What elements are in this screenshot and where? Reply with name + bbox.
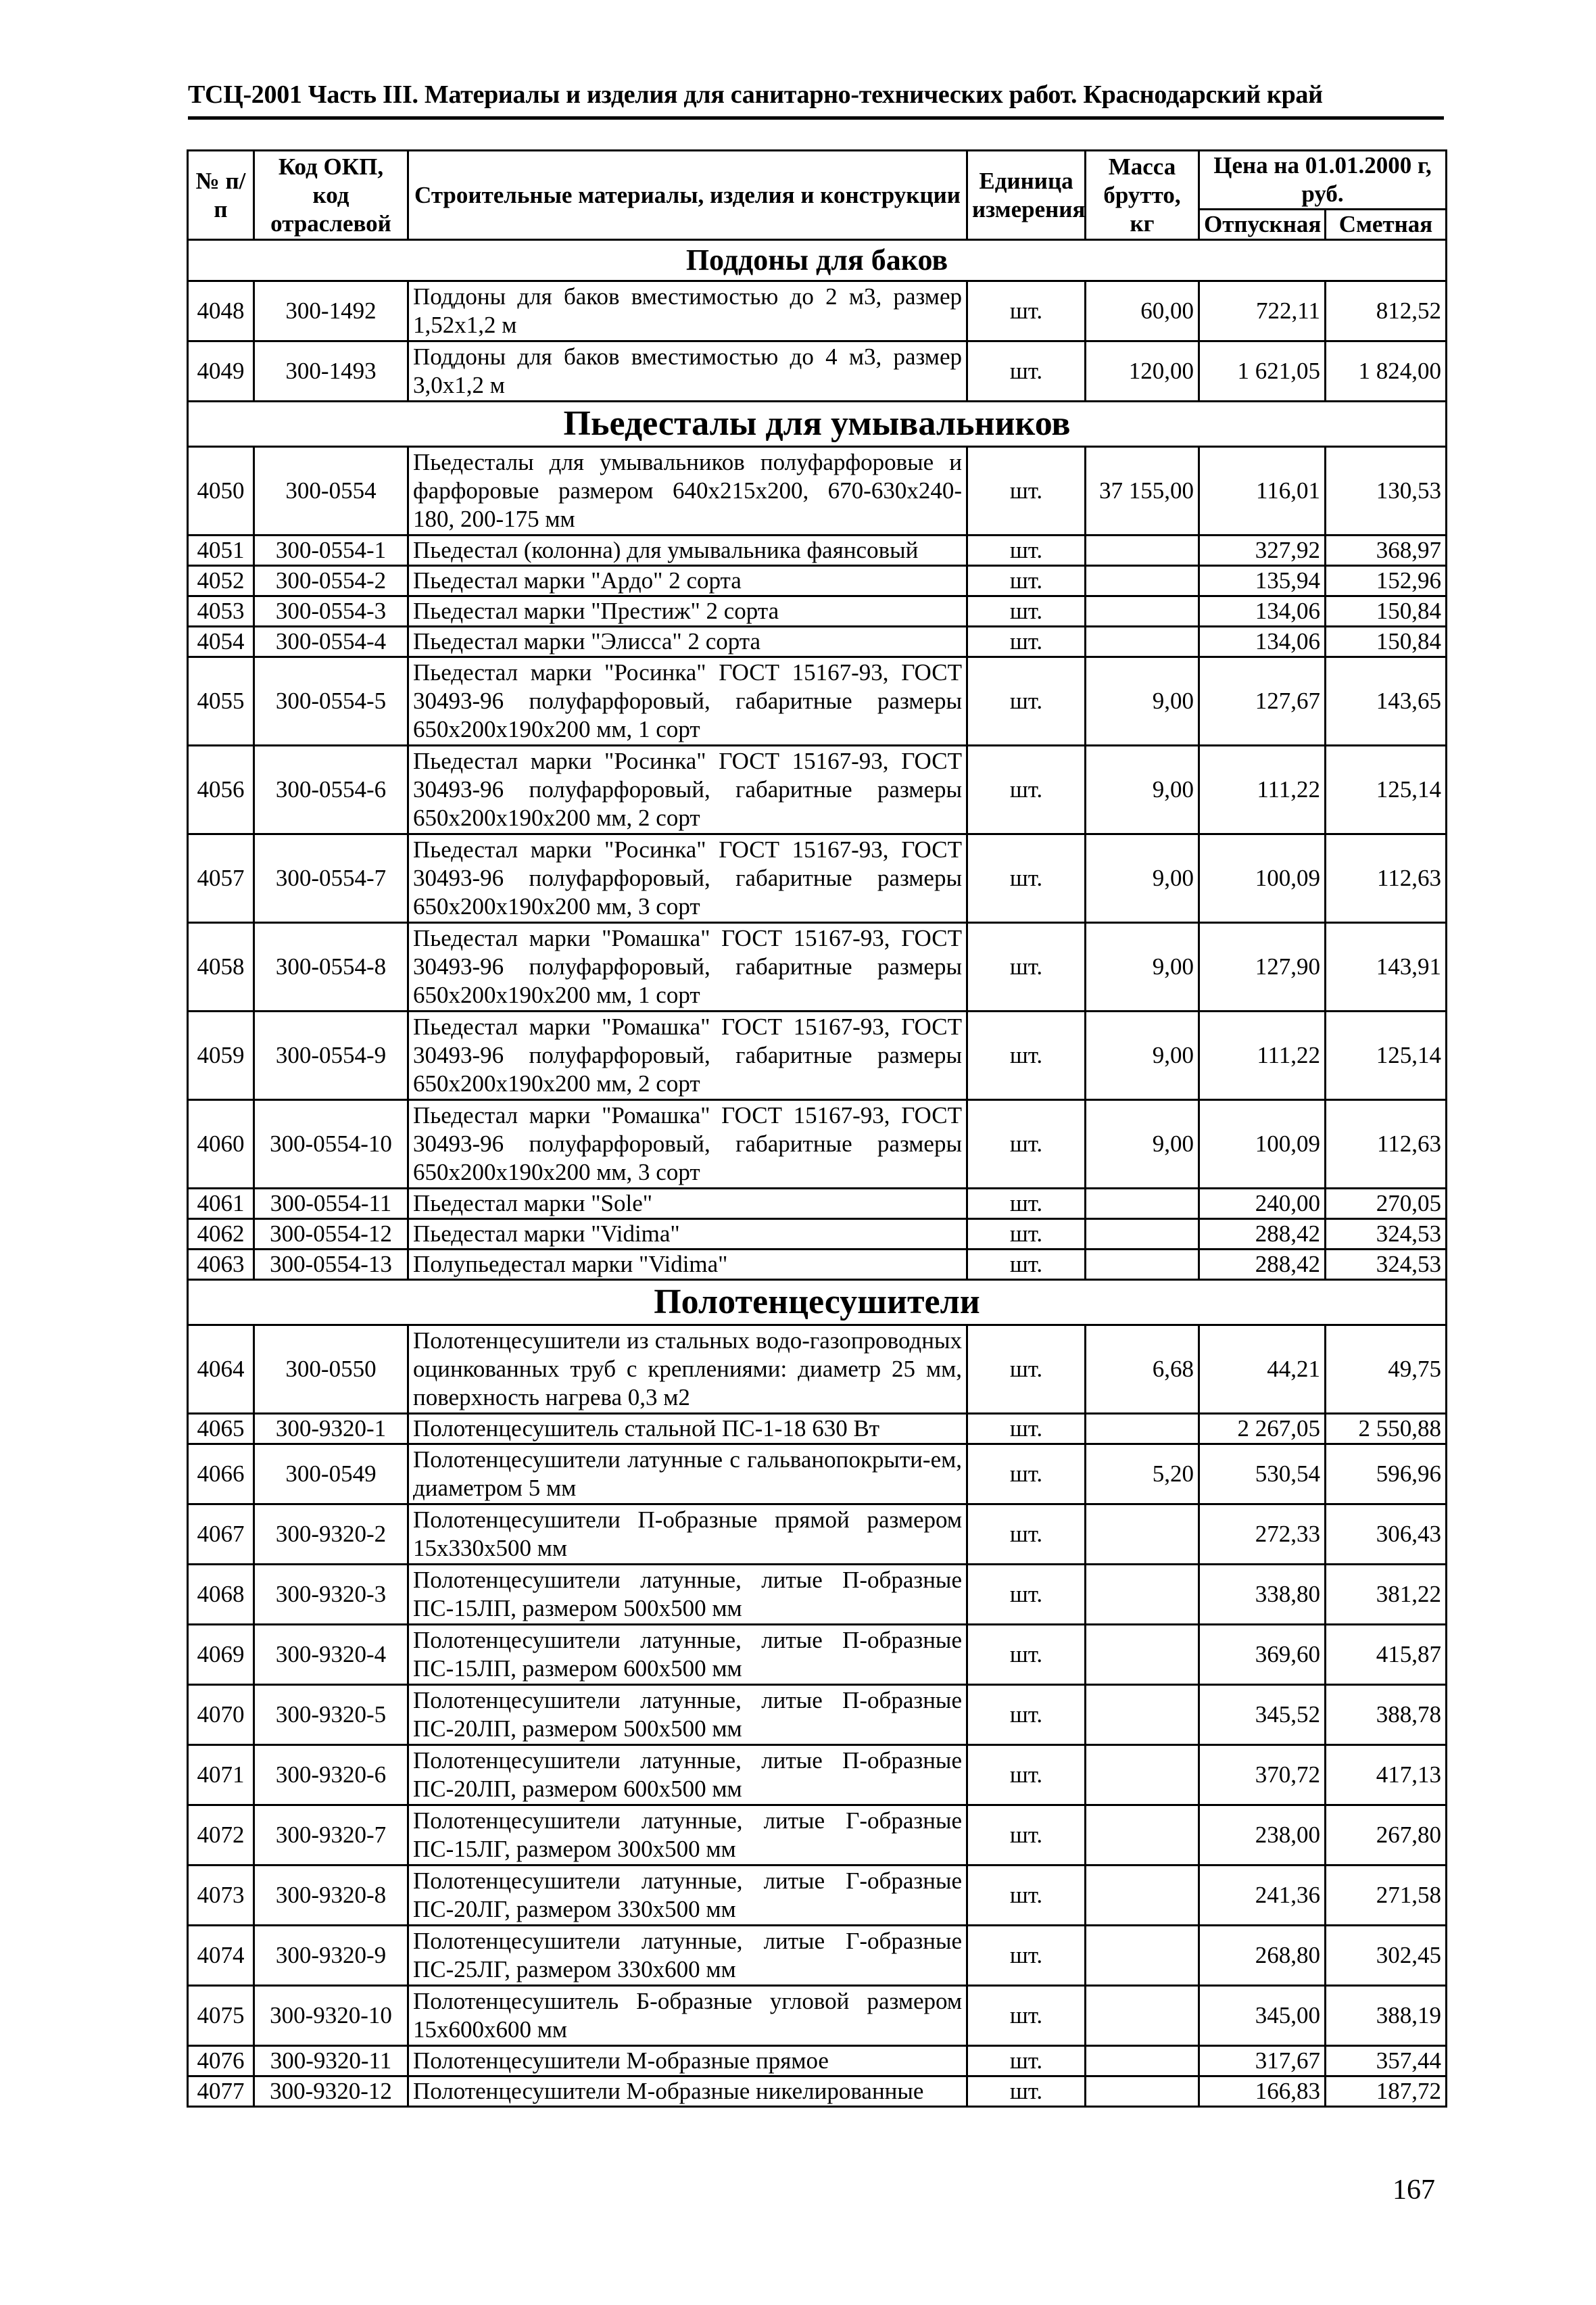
cell-price-est: 306,43 xyxy=(1326,1504,1447,1565)
cell-num: 4062 xyxy=(188,1219,254,1250)
cell-mass xyxy=(1086,1986,1199,2046)
cell-num: 4061 xyxy=(188,1189,254,1219)
cell-code: 300-9320-10 xyxy=(254,1986,408,2046)
cell-name: Полотенцесушители латунные с гальванопокрыти-ем, диаметром 5 мм xyxy=(408,1444,967,1504)
cell-num: 4076 xyxy=(188,2046,254,2076)
cell-unit: шт. xyxy=(967,1414,1086,1444)
cell-unit: шт. xyxy=(967,596,1086,627)
table-row xyxy=(188,596,1447,627)
cell-mass xyxy=(1086,1866,1199,1926)
cell-mass xyxy=(1086,596,1199,627)
cell-unit: шт. xyxy=(967,1100,1086,1189)
cell-name: Полотенцесушители латунные, литые Г-образные ПС-15ЛГ, размером 300х500 мм xyxy=(408,1805,967,1866)
cell-price-est: 271,58 xyxy=(1326,1866,1447,1926)
table-row xyxy=(188,1414,1447,1444)
cell-price-sale: 100,09 xyxy=(1199,1100,1326,1189)
cell-unit: шт. xyxy=(967,2046,1086,2076)
cell-price-est: 2 550,88 xyxy=(1326,1414,1447,1444)
cell-unit: шт. xyxy=(967,1250,1086,1280)
cell-unit: шт. xyxy=(967,1219,1086,1250)
cell-unit: шт. xyxy=(967,657,1086,746)
cell-price-sale: 530,54 xyxy=(1199,1444,1326,1504)
cell-unit: шт. xyxy=(967,746,1086,834)
cell-name: Пьедестал марки "Элисса" 2 сорта xyxy=(408,627,967,657)
cell-price-sale: 2 267,05 xyxy=(1199,1414,1326,1444)
cell-name: Пьедестал марки "Sole" xyxy=(408,1189,967,1219)
cell-unit: шт. xyxy=(967,341,1086,402)
cell-code: 300-0554 xyxy=(254,447,408,536)
cell-unit: шт. xyxy=(967,1866,1086,1926)
cell-price-sale: 127,67 xyxy=(1199,657,1326,746)
table-row xyxy=(188,1504,1447,1565)
table-row xyxy=(188,1325,1447,1414)
cell-code: 300-0550 xyxy=(254,1325,408,1414)
cell-mass xyxy=(1086,566,1199,596)
cell-name: Пьедестал марки "Росинка" ГОСТ 15167-93, ГОСТ 30493-96 полуфарфоровый, габаритные размеры 650х200х190х200 мм, 2 сорт xyxy=(408,746,967,834)
price-table xyxy=(187,149,1447,2108)
cell-num: 4057 xyxy=(188,834,254,923)
cell-unit: шт. xyxy=(967,1685,1086,1745)
page-header: ТСЦ-2001 Часть III. Материалы и изделия для санитарно-технических работ. Краснодарский край xyxy=(188,80,1323,109)
table-row xyxy=(188,1565,1447,1625)
cell-num: 4066 xyxy=(188,1444,254,1504)
cell-mass xyxy=(1086,1926,1199,1986)
table-row xyxy=(188,2076,1447,2107)
table-row xyxy=(188,1250,1447,1280)
cell-price-sale: 100,09 xyxy=(1199,834,1326,923)
cell-num: 4052 xyxy=(188,566,254,596)
cell-name: Пьедестал марки "Росинка" ГОСТ 15167-93, ГОСТ 30493-96 полуфарфоровый, габаритные размеры 650х200х190х200 мм, 1 сорт xyxy=(408,657,967,746)
cell-code: 300-9320-4 xyxy=(254,1625,408,1685)
table-row xyxy=(188,1625,1447,1685)
cell-price-sale: 1 621,05 xyxy=(1199,341,1326,402)
cell-num: 4050 xyxy=(188,447,254,536)
cell-name: Полотенцесушители латунные, литые П-образные ПС-15ЛП, размером 500х500 мм xyxy=(408,1565,967,1625)
cell-num: 4074 xyxy=(188,1926,254,1986)
section-header xyxy=(188,1280,1447,1325)
cell-price-sale: 116,01 xyxy=(1199,447,1326,536)
cell-code: 300-1493 xyxy=(254,341,408,402)
cell-num: 4053 xyxy=(188,596,254,627)
cell-mass: 9,00 xyxy=(1086,1012,1199,1100)
cell-num: 4070 xyxy=(188,1685,254,1745)
table-row xyxy=(188,1012,1447,1100)
section-header xyxy=(188,240,1447,281)
cell-code: 300-0554-11 xyxy=(254,1189,408,1219)
table-row xyxy=(188,2046,1447,2076)
section-title: Пьедесталы для умывальников xyxy=(188,402,1447,447)
col-header-code: Код ОКП, код отраслевой xyxy=(254,151,408,240)
cell-unit: шт. xyxy=(967,566,1086,596)
cell-name: Пьедестал марки "Ардо" 2 сорта xyxy=(408,566,967,596)
cell-name: Пьедестал (колонна) для умывальника фаянсовый xyxy=(408,536,967,566)
cell-price-sale: 135,94 xyxy=(1199,566,1326,596)
cell-mass xyxy=(1086,627,1199,657)
table-row xyxy=(188,281,1447,341)
cell-unit: шт. xyxy=(967,536,1086,566)
cell-price-est: 152,96 xyxy=(1326,566,1447,596)
cell-price-sale: 134,06 xyxy=(1199,596,1326,627)
cell-code: 300-0554-7 xyxy=(254,834,408,923)
cell-mass xyxy=(1086,1685,1199,1745)
cell-unit: шт. xyxy=(967,1625,1086,1685)
cell-num: 4077 xyxy=(188,2076,254,2107)
cell-price-sale: 240,00 xyxy=(1199,1189,1326,1219)
cell-name: Полотенцесушители латунные, литые П-образные ПС-20ЛП, размером 500х500 мм xyxy=(408,1685,967,1745)
table-row xyxy=(188,1189,1447,1219)
cell-mass xyxy=(1086,1250,1199,1280)
table-row xyxy=(188,1444,1447,1504)
cell-num: 4067 xyxy=(188,1504,254,1565)
cell-price-est: 381,22 xyxy=(1326,1565,1447,1625)
cell-price-sale: 111,22 xyxy=(1199,746,1326,834)
cell-mass: 9,00 xyxy=(1086,1100,1199,1189)
cell-mass xyxy=(1086,1219,1199,1250)
cell-price-sale: 327,92 xyxy=(1199,536,1326,566)
page-number: 167 xyxy=(1393,2175,1435,2206)
cell-num: 4073 xyxy=(188,1866,254,1926)
table-row xyxy=(188,834,1447,923)
cell-code: 300-0549 xyxy=(254,1444,408,1504)
table-row xyxy=(188,447,1447,536)
cell-name: Пьедестал марки "Ромашка" ГОСТ 15167-93, ГОСТ 30493-96 полуфарфоровый, габаритные размеры 650х200х190х200 мм, 3 сорт xyxy=(408,1100,967,1189)
cell-price-est: 388,19 xyxy=(1326,1986,1447,2046)
cell-num: 4069 xyxy=(188,1625,254,1685)
cell-unit: шт. xyxy=(967,1012,1086,1100)
cell-mass: 60,00 xyxy=(1086,281,1199,341)
cell-price-sale: 272,33 xyxy=(1199,1504,1326,1565)
cell-num: 4054 xyxy=(188,627,254,657)
table-row xyxy=(188,1745,1447,1805)
section-title: Поддоны для баков xyxy=(188,240,1447,281)
cell-price-sale: 288,42 xyxy=(1199,1250,1326,1280)
cell-price-est: 125,14 xyxy=(1326,746,1447,834)
cell-name: Пьедестал марки "Vidima" xyxy=(408,1219,967,1250)
cell-unit: шт. xyxy=(967,627,1086,657)
cell-name: Пьедестал марки "Ромашка" ГОСТ 15167-93, ГОСТ 30493-96 полуфарфоровый, габаритные размеры 650х200х190х200 мм, 1 сорт xyxy=(408,923,967,1012)
cell-unit: шт. xyxy=(967,2076,1086,2107)
cell-code: 300-1492 xyxy=(254,281,408,341)
cell-mass: 9,00 xyxy=(1086,923,1199,1012)
cell-price-est: 143,65 xyxy=(1326,657,1447,746)
cell-price-est: 368,97 xyxy=(1326,536,1447,566)
cell-unit: шт. xyxy=(967,1986,1086,2046)
cell-unit: шт. xyxy=(967,1565,1086,1625)
cell-mass xyxy=(1086,1414,1199,1444)
cell-price-sale: 288,42 xyxy=(1199,1219,1326,1250)
table-row xyxy=(188,1685,1447,1745)
cell-mass xyxy=(1086,1625,1199,1685)
cell-code: 300-9320-8 xyxy=(254,1866,408,1926)
cell-mass: 9,00 xyxy=(1086,657,1199,746)
cell-price-est: 112,63 xyxy=(1326,1100,1447,1189)
cell-price-sale: 238,00 xyxy=(1199,1805,1326,1866)
cell-name: Полотенцесушители латунные, литые Г-образные ПС-25ЛГ, размером 330х600 мм xyxy=(408,1926,967,1986)
cell-price-sale: 722,11 xyxy=(1199,281,1326,341)
table-row xyxy=(188,627,1447,657)
cell-price-sale: 345,00 xyxy=(1199,1986,1326,2046)
cell-name: Полотенцесушители латунные, литые П-образные ПС-20ЛП, размером 600х500 мм xyxy=(408,1745,967,1805)
cell-price-est: 49,75 xyxy=(1326,1325,1447,1414)
cell-price-est: 112,63 xyxy=(1326,834,1447,923)
header-rule xyxy=(188,116,1444,120)
cell-price-est: 150,84 xyxy=(1326,627,1447,657)
cell-name: Пьедесталы для умывальников полуфарфоровые и фарфоровые размером 640х215х200, 670-630х240-180, 200-175 мм xyxy=(408,447,967,536)
cell-price-sale: 44,21 xyxy=(1199,1325,1326,1414)
col-header-num: № п/п xyxy=(188,151,254,240)
cell-mass xyxy=(1086,2076,1199,2107)
cell-mass: 120,00 xyxy=(1086,341,1199,402)
cell-code: 300-0554-9 xyxy=(254,1012,408,1100)
cell-name: Полотенцесушители П-образные прямой размером 15х330х500 мм xyxy=(408,1504,967,1565)
cell-price-sale: 317,67 xyxy=(1199,2046,1326,2076)
cell-code: 300-9320-12 xyxy=(254,2076,408,2107)
cell-unit: шт. xyxy=(967,1745,1086,1805)
cell-name: Пьедестал марки "Ромашка" ГОСТ 15167-93, ГОСТ 30493-96 полуфарфоровый, габаритные размеры 650х200х190х200 мм, 2 сорт xyxy=(408,1012,967,1100)
cell-num: 4068 xyxy=(188,1565,254,1625)
table-row xyxy=(188,566,1447,596)
table-row xyxy=(188,536,1447,566)
col-header-unit: Единица измерения xyxy=(967,151,1086,240)
cell-price-sale: 111,22 xyxy=(1199,1012,1326,1100)
section-header xyxy=(188,402,1447,447)
cell-price-sale: 345,52 xyxy=(1199,1685,1326,1745)
cell-mass xyxy=(1086,1565,1199,1625)
col-header-mass: Масса брутто, кг xyxy=(1086,151,1199,240)
cell-price-est: 267,80 xyxy=(1326,1805,1447,1866)
cell-price-sale: 134,06 xyxy=(1199,627,1326,657)
cell-code: 300-9320-9 xyxy=(254,1926,408,1986)
cell-code: 300-9320-11 xyxy=(254,2046,408,2076)
cell-code: 300-0554-8 xyxy=(254,923,408,1012)
cell-price-est: 125,14 xyxy=(1326,1012,1447,1100)
table-row xyxy=(188,1866,1447,1926)
table-row xyxy=(188,1219,1447,1250)
col-header-price: Цена на 01.01.2000 г, руб. xyxy=(1199,151,1447,210)
cell-name: Полупьедестал марки "Vidima" xyxy=(408,1250,967,1280)
cell-num: 4055 xyxy=(188,657,254,746)
cell-code: 300-0554-10 xyxy=(254,1100,408,1189)
cell-num: 4071 xyxy=(188,1745,254,1805)
cell-price-est: 324,53 xyxy=(1326,1250,1447,1280)
cell-unit: шт. xyxy=(967,447,1086,536)
cell-num: 4051 xyxy=(188,536,254,566)
cell-price-sale: 241,36 xyxy=(1199,1866,1326,1926)
cell-num: 4060 xyxy=(188,1100,254,1189)
cell-name: Поддоны для баков вместимостью до 4 м3, размер 3,0х1,2 м xyxy=(408,341,967,402)
cell-name: Полотенцесушители из стальных водо-газопроводных оцинкованных труб с креплениями: диаметр 25 мм, поверхность нагрева 0,3 м2 xyxy=(408,1325,967,1414)
cell-name: Полотенцесушитель стальной ПС-1-18 630 Вт xyxy=(408,1414,967,1444)
cell-price-sale: 338,80 xyxy=(1199,1565,1326,1625)
cell-price-est: 1 824,00 xyxy=(1326,341,1447,402)
cell-num: 4056 xyxy=(188,746,254,834)
cell-unit: шт. xyxy=(967,1444,1086,1504)
table-row xyxy=(188,341,1447,402)
cell-price-sale: 369,60 xyxy=(1199,1625,1326,1685)
col-header-name: Строительные материалы, изделия и конструкции xyxy=(408,151,967,240)
cell-num: 4059 xyxy=(188,1012,254,1100)
cell-unit: шт. xyxy=(967,834,1086,923)
cell-price-est: 324,53 xyxy=(1326,1219,1447,1250)
cell-unit: шт. xyxy=(967,1805,1086,1866)
cell-unit: шт. xyxy=(967,1926,1086,1986)
cell-name: Полотенцесушители латунные, литые П-образные ПС-15ЛП, размером 600х500 мм xyxy=(408,1625,967,1685)
table-row xyxy=(188,923,1447,1012)
cell-code: 300-0554-1 xyxy=(254,536,408,566)
cell-name: Полотенцесушители латунные, литые Г-образные ПС-20ЛГ, размером 330х500 мм xyxy=(408,1866,967,1926)
cell-name: Пьедестал марки "Росинка" ГОСТ 15167-93, ГОСТ 30493-96 полуфарфоровый, габаритные размеры 650х200х190х200 мм, 3 сорт xyxy=(408,834,967,923)
cell-code: 300-0554-4 xyxy=(254,627,408,657)
cell-num: 4064 xyxy=(188,1325,254,1414)
cell-code: 300-9320-5 xyxy=(254,1685,408,1745)
cell-code: 300-9320-7 xyxy=(254,1805,408,1866)
cell-mass: 9,00 xyxy=(1086,746,1199,834)
table-row xyxy=(188,1986,1447,2046)
cell-price-est: 388,78 xyxy=(1326,1685,1447,1745)
cell-price-est: 150,84 xyxy=(1326,596,1447,627)
cell-price-est: 417,13 xyxy=(1326,1745,1447,1805)
table-row xyxy=(188,1805,1447,1866)
cell-price-est: 187,72 xyxy=(1326,2076,1447,2107)
cell-code: 300-9320-3 xyxy=(254,1565,408,1625)
header-row xyxy=(188,151,1447,210)
cell-mass xyxy=(1086,1805,1199,1866)
cell-name: Поддоны для баков вместимостью до 2 м3, размер 1,52х1,2 м xyxy=(408,281,967,341)
cell-price-sale: 370,72 xyxy=(1199,1745,1326,1805)
cell-code: 300-0554-5 xyxy=(254,657,408,746)
cell-code: 300-9320-6 xyxy=(254,1745,408,1805)
section-title: Полотенцесушители xyxy=(188,1280,1447,1325)
cell-num: 4065 xyxy=(188,1414,254,1444)
cell-num: 4072 xyxy=(188,1805,254,1866)
cell-mass xyxy=(1086,536,1199,566)
cell-price-est: 143,91 xyxy=(1326,923,1447,1012)
table-row xyxy=(188,657,1447,746)
cell-name: Пьедестал марки "Престиж" 2 сорта xyxy=(408,596,967,627)
col-header-price-sale: Отпускная xyxy=(1199,210,1326,240)
cell-num: 4075 xyxy=(188,1986,254,2046)
cell-code: 300-0554-6 xyxy=(254,746,408,834)
table-row xyxy=(188,1100,1447,1189)
cell-name: Полотенцесушители М-образные прямое xyxy=(408,2046,967,2076)
cell-unit: шт. xyxy=(967,923,1086,1012)
cell-code: 300-0554-2 xyxy=(254,566,408,596)
cell-price-est: 812,52 xyxy=(1326,281,1447,341)
cell-mass xyxy=(1086,1745,1199,1805)
cell-price-est: 270,05 xyxy=(1326,1189,1447,1219)
cell-mass: 37 155,00 xyxy=(1086,447,1199,536)
cell-mass xyxy=(1086,1189,1199,1219)
cell-price-est: 302,45 xyxy=(1326,1926,1447,1986)
cell-num: 4049 xyxy=(188,341,254,402)
cell-unit: шт. xyxy=(967,281,1086,341)
cell-num: 4048 xyxy=(188,281,254,341)
cell-price-sale: 166,83 xyxy=(1199,2076,1326,2107)
col-header-price-est: Сметная xyxy=(1326,210,1447,240)
cell-mass xyxy=(1086,2046,1199,2076)
cell-unit: шт. xyxy=(967,1189,1086,1219)
cell-unit: шт. xyxy=(967,1325,1086,1414)
cell-price-est: 130,53 xyxy=(1326,447,1447,536)
cell-mass: 5,20 xyxy=(1086,1444,1199,1504)
cell-price-est: 415,87 xyxy=(1326,1625,1447,1685)
cell-name: Полотенцесушители М-образные никелированные xyxy=(408,2076,967,2107)
cell-code: 300-0554-12 xyxy=(254,1219,408,1250)
cell-mass xyxy=(1086,1504,1199,1565)
cell-price-est: 596,96 xyxy=(1326,1444,1447,1504)
cell-price-est: 357,44 xyxy=(1326,2046,1447,2076)
cell-price-sale: 268,80 xyxy=(1199,1926,1326,1986)
cell-name: Полотенцесушитель Б-образные угловой размером 15х600х600 мм xyxy=(408,1986,967,2046)
cell-mass: 9,00 xyxy=(1086,834,1199,923)
table-row xyxy=(188,1926,1447,1986)
cell-mass: 6,68 xyxy=(1086,1325,1199,1414)
cell-code: 300-0554-3 xyxy=(254,596,408,627)
cell-code: 300-9320-2 xyxy=(254,1504,408,1565)
cell-unit: шт. xyxy=(967,1504,1086,1565)
cell-code: 300-9320-1 xyxy=(254,1414,408,1444)
table-row xyxy=(188,746,1447,834)
cell-num: 4058 xyxy=(188,923,254,1012)
cell-code: 300-0554-13 xyxy=(254,1250,408,1280)
cell-price-sale: 127,90 xyxy=(1199,923,1326,1012)
table-body xyxy=(188,240,1447,2107)
cell-num: 4063 xyxy=(188,1250,254,1280)
